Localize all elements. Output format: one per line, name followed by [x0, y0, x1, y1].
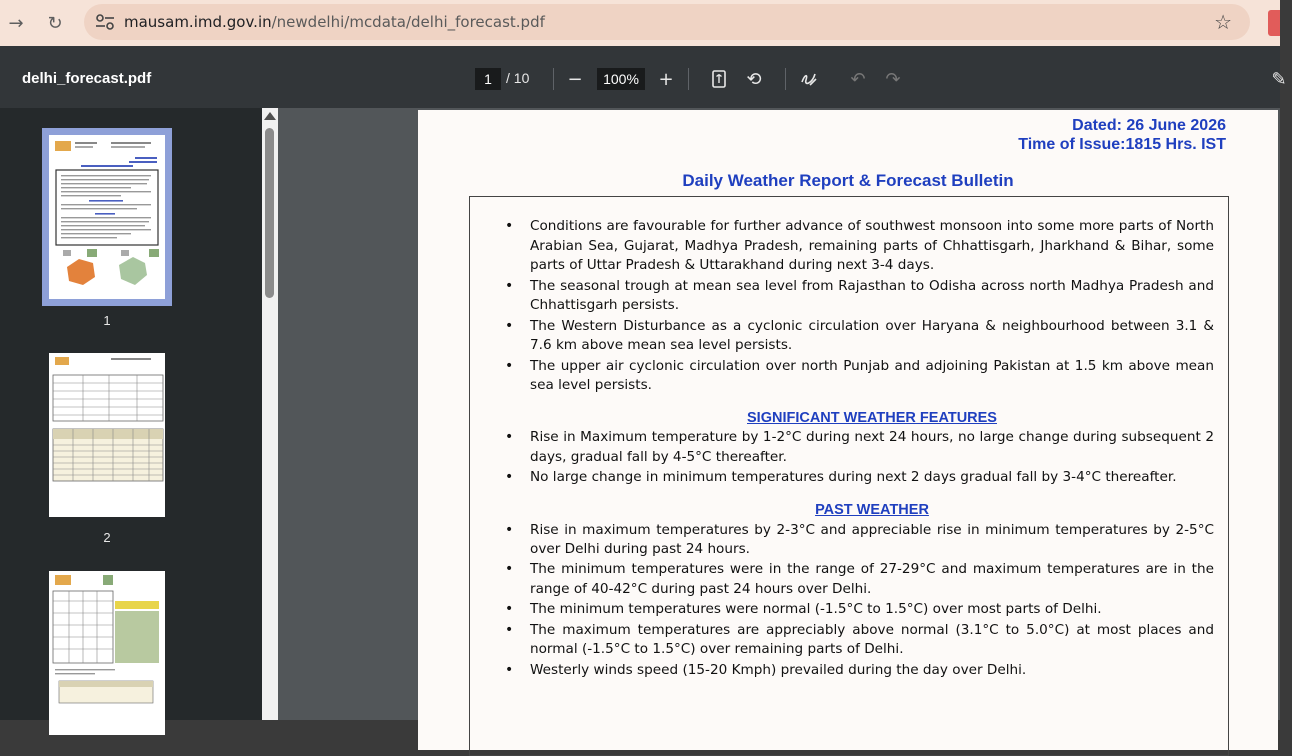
significant-list	[530, 428, 1214, 488]
thumbnail-label-1: 1	[103, 313, 111, 328]
list-item: • No large change in minimum temperatures during next 2 days gradual fall by 3-4°C thereafter.	[530, 468, 1214, 488]
zoom-level-input[interactable]: 100%	[597, 68, 645, 90]
reload-icon[interactable]: ↻	[47, 12, 63, 34]
list-item: • The seasonal trough at mean sea level from Rajasthan to Odisha across north Madhya Pradesh and Chhattisgarh persists.	[530, 277, 1214, 316]
list-item: • The minimum temperatures were in the range of 27-29°C and maximum temperatures are in the range of 40-42°C during past 24 hours over Delhi.	[530, 560, 1214, 599]
page-total: / 10	[506, 70, 530, 86]
document-date-block	[1018, 116, 1226, 154]
list-item: • Conditions are favourable for further advance of southwest monsoon into some more parts of North Arabian Sea, Gujarat, Madhya Pradesh, remaining parts of Chhattisgarh, Jharkhand & Bihar, some parts of Uttar Pradesh & Uttarakhand during next 3-4 days.	[530, 217, 1214, 276]
pdf-viewer	[278, 108, 1280, 720]
zoom-out-icon[interactable]: −	[567, 68, 583, 90]
extension-icon[interactable]	[1268, 10, 1280, 36]
thumbnail-1-preview	[49, 135, 165, 299]
issue-time-text: Time of Issue:1815 Hrs. IST	[1018, 136, 1226, 153]
rotate-icon[interactable]: ⟲	[746, 68, 762, 90]
bulletin-content	[530, 217, 1214, 681]
significant-weather-heading: SIGNIFICANT WEATHER FEATURES	[747, 409, 997, 426]
bulletin-box	[469, 196, 1229, 756]
edit-icon[interactable]: ✎	[1271, 68, 1287, 90]
url-text	[124, 13, 545, 31]
undo-icon[interactable]: ↶	[850, 68, 866, 90]
page-thumbnail-1[interactable]	[49, 135, 165, 299]
list-item: • The maximum temperatures are appreciably above normal (3.1°C to 5.0°C) at most places and normal (-1.5°C to 1.5°C) over remaining parts of Delhi.	[530, 621, 1214, 660]
site-settings-icon[interactable]	[94, 12, 116, 32]
annotate-pen-icon[interactable]	[796, 66, 822, 92]
list-item: • Westerly winds speed (15-20 Kmph) prevailed during the day over Delhi.	[530, 661, 1214, 681]
bulletin-title: Daily Weather Report & Forecast Bulletin	[682, 171, 1014, 190]
browser-bar	[0, 0, 1280, 46]
page-thumbnail-3[interactable]	[49, 571, 165, 735]
bookmark-star-icon[interactable]: ☆	[1214, 10, 1232, 34]
page-number-input[interactable]: 1	[475, 68, 501, 90]
past-weather-heading: PAST WEATHER	[815, 501, 929, 518]
scroll-up-arrow-icon[interactable]	[264, 112, 276, 120]
address-bar[interactable]	[84, 4, 1250, 40]
toolbar-divider	[785, 68, 786, 90]
thumbnail-sidebar	[0, 108, 262, 720]
list-item: • The Western Disturbance as a cyclonic circulation over Haryana & neighbourhood between 3.1 & 7.6 km above mean sea level persists.	[530, 317, 1214, 356]
url-path: /newdelhi/mcdata/delhi_forecast.pdf	[271, 13, 545, 31]
pdf-file-title: delhi_forecast.pdf	[22, 70, 152, 87]
list-item: • Rise in maximum temperatures by 2-3°C and appreciable rise in minimum temperatures by 2-5°C over Delhi during past 24 hours.	[530, 521, 1214, 560]
page-thumbnail-2[interactable]	[49, 353, 165, 517]
synoptic-list	[530, 217, 1214, 396]
scrollbar-thumb[interactable]	[265, 128, 274, 298]
list-item: • The upper air cyclonic circulation over north Punjab and adjoining Pakistan at 1.5 km above mean sea level persists.	[530, 357, 1214, 396]
url-host: mausam.imd.gov.in	[124, 13, 272, 31]
redo-icon[interactable]: ↷	[885, 68, 901, 90]
past-weather-list	[530, 521, 1214, 681]
thumbnail-2-preview	[49, 353, 165, 517]
thumbnail-label-2: 2	[103, 530, 111, 545]
list-item: • Rise in Maximum temperature by 1-2°C during next 24 hours, no large change during subsequent 2 days, gradual fall by 4-5°C thereafter.	[530, 428, 1214, 467]
toolbar-divider	[553, 68, 554, 90]
list-item: • The minimum temperatures were normal (-1.5°C to 1.5°C) over most parts of Delhi.	[530, 600, 1214, 620]
dated-text: Dated: 26 June 2026	[1072, 117, 1226, 134]
toolbar-divider	[688, 68, 689, 90]
thumbnail-3-preview	[49, 571, 165, 735]
fit-page-icon[interactable]	[706, 66, 732, 92]
zoom-in-icon[interactable]: +	[658, 68, 674, 90]
pdf-toolbar	[0, 46, 1287, 108]
forward-icon[interactable]: →	[8, 12, 24, 34]
pdf-page	[418, 110, 1278, 750]
